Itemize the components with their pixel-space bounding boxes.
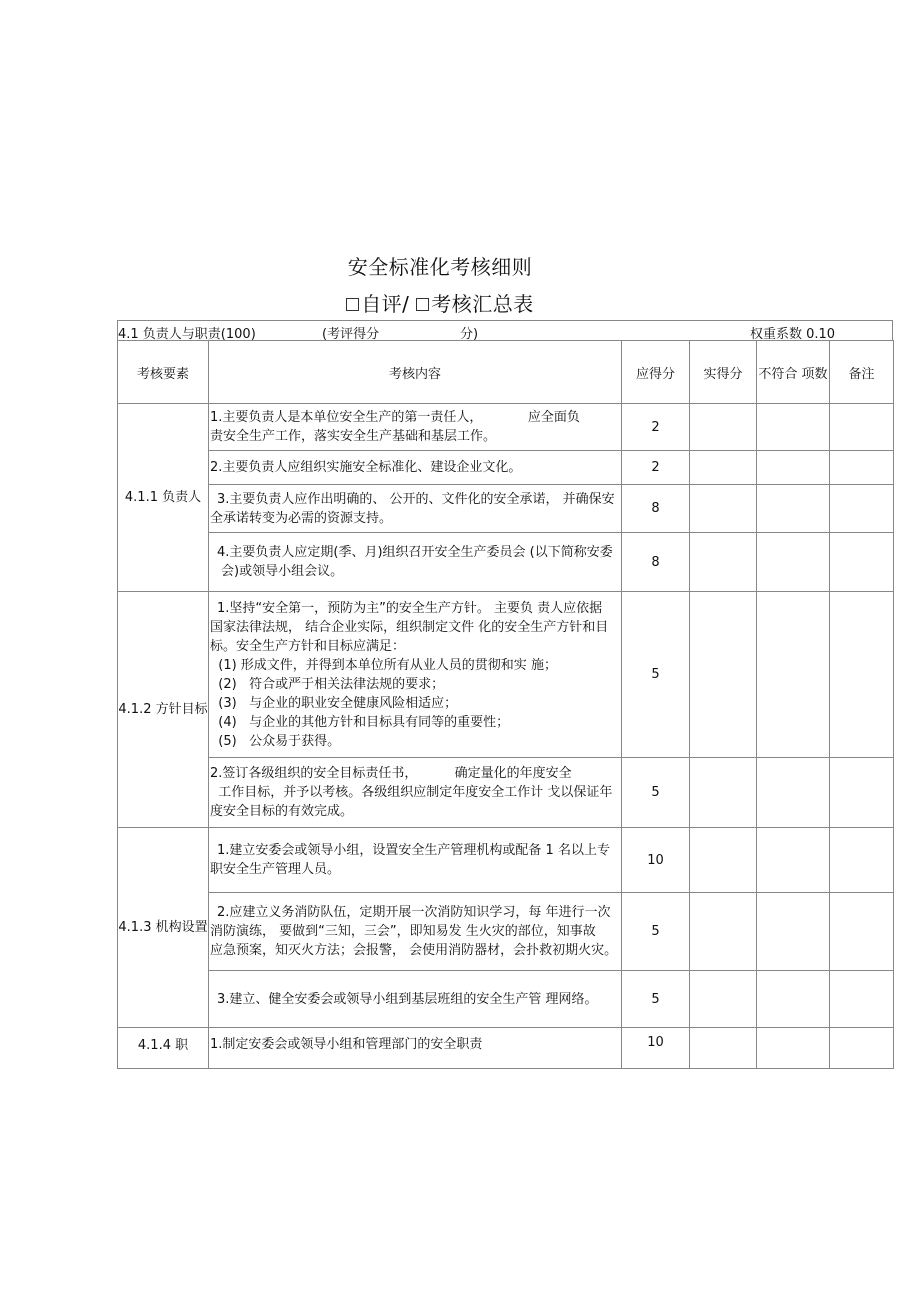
due-score: 10: [622, 828, 690, 893]
content-line: 4.主要负责人应定期(季、月)组织召开安全生产委员会 (以下简称安委: [217, 545, 613, 560]
document-subtitle: [0, 288, 900, 317]
due-score: 5: [622, 971, 690, 1028]
content-line: 标。安全生产方针和目标应满足：: [210, 638, 406, 654]
content-line: 应急预案，知灭火方法；会报警， 会使用消防器材，会扑救初期火灾。: [210, 943, 618, 958]
header-remark: 备注: [830, 341, 894, 404]
remark-cell[interactable]: [830, 971, 894, 1028]
content-line: 职安全生产管理人员。: [210, 862, 341, 877]
header-element: 考核要素: [118, 341, 209, 404]
score-unit: 分): [460, 327, 479, 342]
table-row: [118, 828, 894, 893]
content-cell: [209, 1028, 622, 1069]
element-label: 4.1.3 机构设置: [118, 828, 209, 1028]
remark-cell[interactable]: [830, 758, 894, 828]
content-line: 1.建立安委会或领导小组，设置安全生产管理机构或配备 1 名以上专: [217, 843, 610, 858]
content-line: 2.主要负责人应组织实施安全标准化、建设企业文化。: [210, 460, 522, 475]
remark-cell[interactable]: [830, 533, 894, 592]
header-noncompliance: 不符合 项数: [757, 341, 830, 404]
actual-score-cell[interactable]: [690, 451, 757, 485]
subtitle-self-eval: 自评/: [361, 292, 410, 316]
content-line: 1.制定安委会或领导小组和管理部门的安全职责: [210, 1037, 483, 1052]
content-cell: [209, 592, 622, 758]
header-due-score: 应得分: [622, 341, 690, 404]
content-cell: [209, 893, 622, 971]
header-actual-score: 实得分: [690, 341, 757, 404]
remark-cell[interactable]: [830, 404, 894, 451]
table-row: [118, 451, 894, 485]
content-cell: [209, 485, 622, 533]
noncompliance-cell[interactable]: [757, 758, 830, 828]
header-content: 考核内容: [209, 341, 622, 404]
section-info-bar: [117, 320, 893, 340]
content-line: 度安全目标的有效完成。: [210, 804, 354, 819]
content-line: (2) 符合或严于相关法律法规的要求；: [210, 676, 445, 692]
content-line: 全承诺转变为必需的资源支持。: [210, 510, 393, 526]
actual-score-cell[interactable]: [690, 758, 757, 828]
content-line: 2.签订各级组织的安全目标责任书， 确定量化的年度安全: [210, 766, 572, 781]
remark-cell[interactable]: [830, 893, 894, 971]
content-cell: [209, 451, 622, 485]
actual-score-cell[interactable]: [690, 828, 757, 893]
subtitle-summary: 考核汇总表: [431, 292, 534, 316]
content-line: 国家法律法规， 结合企业实际，组织制定文件 化的安全生产方针和目: [210, 619, 609, 635]
content-line: 1.坚持“安全第一，预防为主”的安全生产方针。 主要负 责人应依据: [217, 600, 603, 616]
element-label: 4.1.2 方针目标: [118, 592, 209, 828]
remark-cell[interactable]: [830, 1028, 894, 1069]
table-row: [118, 485, 894, 533]
element-label: 4.1.1 负责人: [118, 404, 209, 592]
due-score: 5: [622, 592, 690, 758]
self-eval-checkbox[interactable]: [346, 298, 359, 311]
content-line: (4) 与企业的其他方针和目标具有同等的重要性；: [210, 714, 510, 730]
noncompliance-cell[interactable]: [757, 1028, 830, 1069]
noncompliance-cell[interactable]: [757, 828, 830, 893]
table-row: [118, 893, 894, 971]
due-score: 2: [622, 451, 690, 485]
actual-score-cell[interactable]: [690, 971, 757, 1028]
content-line: (5) 公众易于获得。: [210, 733, 341, 749]
content-line: 2.应建立义务消防队伍，定期开展一次消防知识学习，每 年进行一次: [217, 905, 611, 920]
content-cell: [209, 533, 622, 592]
content-line: 1.主要负责人是本单位安全生产的第一责任人， 应全面负: [210, 410, 580, 425]
table-row: [118, 592, 894, 758]
content-cell: [209, 758, 622, 828]
due-score: 10: [622, 1028, 690, 1069]
noncompliance-cell[interactable]: [757, 592, 830, 758]
content-line: 3.建立、健全安委会或领导小组到基层班组的安全生产管 理网络。: [217, 991, 598, 1007]
content-line: 责安全生产工作，落实安全生产基础和基层工作。: [210, 429, 497, 444]
score-label: (考评得分: [322, 327, 380, 342]
element-label: 4.1.4 职: [118, 1028, 209, 1069]
actual-score-cell[interactable]: [690, 485, 757, 533]
noncompliance-cell[interactable]: [757, 971, 830, 1028]
noncompliance-cell[interactable]: [757, 533, 830, 592]
due-score: 5: [622, 758, 690, 828]
section-name: 4.1 负责人与职责(100): [118, 327, 256, 342]
actual-score-cell[interactable]: [690, 592, 757, 758]
remark-cell[interactable]: [830, 592, 894, 758]
content-line: 会)或领导小组会议。: [221, 564, 344, 579]
content-line: 3.主要负责人应作出明确的、 公开的、文件化的安全承诺， 并确保安: [217, 491, 615, 507]
due-score: 2: [622, 404, 690, 451]
due-score: 8: [622, 485, 690, 533]
actual-score-cell[interactable]: [690, 533, 757, 592]
weight-coefficient: 权重系数 0.10: [750, 327, 836, 342]
table-header-row: [118, 341, 894, 404]
content-line: 工作目标，并予以考核。各级组织应制定年度安全工作计 戈以保证年: [210, 785, 613, 800]
table-row: [118, 971, 894, 1028]
remark-cell[interactable]: [830, 485, 894, 533]
noncompliance-cell[interactable]: [757, 451, 830, 485]
actual-score-cell[interactable]: [690, 1028, 757, 1069]
content-cell: [209, 404, 622, 451]
due-score: 8: [622, 533, 690, 592]
table-row: [118, 1028, 894, 1069]
content-line: 消防演练， 要做到“三知，三会”，即知易发 生火灾的部位，知事故: [210, 924, 596, 939]
noncompliance-cell[interactable]: [757, 485, 830, 533]
content-cell: [209, 971, 622, 1028]
due-score: 5: [622, 893, 690, 971]
actual-score-cell[interactable]: [690, 404, 757, 451]
remark-cell[interactable]: [830, 451, 894, 485]
document-title: 安全标准化考核细则: [347, 255, 533, 279]
assessment-table: [117, 340, 894, 1069]
content-cell: [209, 828, 622, 893]
noncompliance-cell[interactable]: [757, 404, 830, 451]
table-row: [118, 758, 894, 828]
table-row: [118, 404, 894, 451]
content-line: (1) 形成文件，并得到本单位所有从业人员的贯彻和实 施；: [210, 657, 557, 673]
content-line: (3) 与企业的职业安全健康风险相适应；: [210, 695, 458, 711]
actual-score-cell[interactable]: [690, 893, 757, 971]
noncompliance-cell[interactable]: [757, 893, 830, 971]
table-row: [118, 533, 894, 592]
assessment-checkbox[interactable]: [416, 298, 429, 311]
remark-cell[interactable]: [830, 828, 894, 893]
